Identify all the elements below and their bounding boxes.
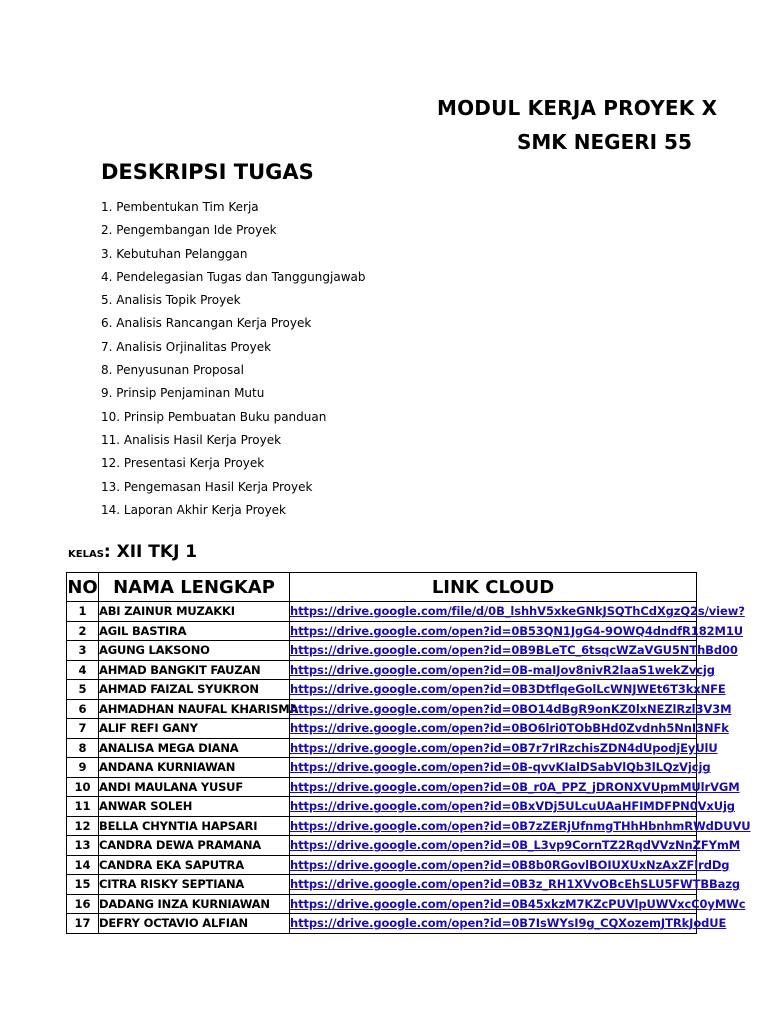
row-number: 1 <box>67 602 99 622</box>
row-number: 7 <box>67 719 99 739</box>
task-item: 3. Kebutuhan Pelanggan <box>101 246 248 261</box>
module-title: MODUL KERJA PROYEK X <box>437 96 718 120</box>
link-cell <box>290 894 746 914</box>
cloud-link[interactable]: https://drive.google.com/open?id=0B_L3vp9CornTZ2RqdVVzNnZFYmM <box>290 838 741 853</box>
student-name: ANALISA MEGA DIANA <box>99 738 290 758</box>
cloud-link[interactable]: https://drive.google.com/open?id=0B9BLeTC_6tsqcWZaVGU5NThBd00 <box>290 643 738 658</box>
class-label: KELAS <box>68 549 104 560</box>
link-cell <box>290 719 729 739</box>
cloud-link[interactable]: https://drive.google.com/open?id=0B-qvvKIalDSabVlQb3lLQzVjcjg <box>290 760 711 775</box>
student-name: CANDRA DEWA PRAMANA <box>99 836 290 856</box>
link-cell <box>290 641 738 661</box>
student-name: AHMAD FAIZAL SYUKRON <box>99 680 290 700</box>
row-number: 3 <box>67 641 99 661</box>
table-row <box>67 836 697 856</box>
student-name: ANDI MAULANA YUSUF <box>99 777 290 797</box>
cloud-link[interactable]: https://drive.google.com/open?id=0BxVDj5ULcuUAaHFIMDFPN0VxUjg <box>290 799 735 814</box>
table-row <box>67 641 697 661</box>
student-name: AHMADHAN NAUFAL KHARISMA <box>99 699 290 719</box>
header-no: NO <box>67 573 99 602</box>
student-name: CITRA RISKY SEPTIANA <box>99 875 290 895</box>
task-item: 14. Laporan Akhir Kerja Proyek <box>101 502 287 517</box>
cloud-link[interactable]: https://drive.google.com/open?id=0BO6lri0TObBHd0Zvdnh5NnI3NFk <box>290 721 729 736</box>
table-row <box>67 894 697 914</box>
table-row <box>67 660 697 680</box>
cloud-link[interactable]: https://drive.google.com/open?id=0B7r7rIRzchisZDN4dUpodjEyUlU <box>290 740 718 755</box>
student-name: ANDANA KURNIAWAN <box>99 758 290 778</box>
row-number: 10 <box>67 777 99 797</box>
row-number: 6 <box>67 699 99 719</box>
student-name: DADANG INZA KURNIAWAN <box>99 894 290 914</box>
link-cell <box>290 602 745 622</box>
link-cell <box>290 875 741 895</box>
table-row <box>67 875 697 895</box>
link-cell <box>290 680 726 700</box>
task-item: 2. Pengembangan Ide Proyek <box>101 223 277 238</box>
table-row <box>67 602 697 622</box>
student-name: ALIF REFI GANY <box>99 719 290 739</box>
cloud-link[interactable]: https://drive.google.com/open?id=0B8b0RGovlBOIUXUxNzAxZFlrdDg <box>290 857 730 872</box>
link-cell <box>290 777 740 797</box>
row-number: 14 <box>67 855 99 875</box>
link-cell <box>290 836 741 856</box>
task-item: 6. Analisis Rancangan Kerja Proyek <box>101 316 312 331</box>
student-name: AHMAD BANGKIT FAUZAN <box>99 660 290 680</box>
row-number: 16 <box>67 894 99 914</box>
school-name: SMK NEGERI 55 <box>517 130 692 154</box>
row-number: 12 <box>67 816 99 836</box>
row-number: 5 <box>67 680 99 700</box>
class-value: : XII TKJ 1 <box>103 542 198 562</box>
cloud-link[interactable]: https://drive.google.com/open?id=0B3DtflqeGolLcWNJWEt6T3kxNFE <box>290 682 726 697</box>
link-cell <box>290 855 730 875</box>
task-item: 11. Analisis Hasil Kerja Proyek <box>101 432 282 447</box>
task-item: 9. Prinsip Penjaminan Mutu <box>101 386 265 401</box>
row-number: 17 <box>67 914 99 934</box>
row-number: 13 <box>67 836 99 856</box>
student-name: BELLA CHYNTIA HAPSARI <box>99 816 290 836</box>
cloud-link[interactable]: https://drive.google.com/open?id=0BO14dBgR9onKZ0lxNEZlRzl3V3M <box>290 701 732 716</box>
link-cell <box>290 738 718 758</box>
cloud-link[interactable]: https://drive.google.com/file/d/0B_lshhV5xkeGNkJSQThCdXgzQ2s/view? <box>290 604 745 619</box>
link-cell <box>290 797 735 817</box>
link-cell <box>290 699 732 719</box>
row-number: 9 <box>67 758 99 778</box>
row-number: 4 <box>67 660 99 680</box>
table-row <box>67 680 697 700</box>
task-item: 13. Pengemasan Hasil Kerja Proyek <box>101 479 313 494</box>
task-item: 10. Prinsip Pembuatan Buku panduan <box>101 409 327 424</box>
link-cell <box>290 758 711 778</box>
cloud-link[interactable]: https://drive.google.com/open?id=0B-maIJov8nivR2laaS1wekZvcjg <box>290 662 715 677</box>
table-row <box>67 855 697 875</box>
table-row <box>67 914 697 934</box>
cloud-link[interactable]: https://drive.google.com/open?id=0B_r0A_PPZ_jDRONXVUpmMUlrVGM <box>290 779 740 794</box>
task-item: 8. Penyusunan Proposal <box>101 363 244 378</box>
student-name: AGIL BASTIRA <box>99 621 290 641</box>
student-name: ANWAR SOLEH <box>99 797 290 817</box>
row-number: 2 <box>67 621 99 641</box>
link-cell <box>290 621 743 641</box>
cloud-link[interactable]: https://drive.google.com/open?id=0B7zZERjUfnmgTHhHbnhmRWdDUVU <box>290 818 751 833</box>
table-row <box>67 621 697 641</box>
table-row <box>67 777 697 797</box>
table-row <box>67 738 697 758</box>
student-name: ABI ZAINUR MUZAKKI <box>99 602 290 622</box>
row-number: 11 <box>67 797 99 817</box>
cloud-link[interactable]: https://drive.google.com/open?id=0B3z_RH1XVvOBcEhSLU5FWTBBazg <box>290 877 741 892</box>
task-item: 4. Pendelegasian Tugas dan Tanggungjawab <box>101 269 366 284</box>
link-cell <box>290 816 751 836</box>
link-cell <box>290 914 727 934</box>
table-row <box>67 816 697 836</box>
table-row <box>67 758 697 778</box>
row-number: 8 <box>67 738 99 758</box>
task-item: 1. Pembentukan Tim Kerja <box>101 200 259 214</box>
student-name: DEFRY OCTAVIO ALFIAN <box>99 914 290 934</box>
table-row <box>67 797 697 817</box>
task-item: 12. Presentasi Kerja Proyek <box>101 456 265 471</box>
table-row <box>67 699 697 719</box>
link-cell <box>290 660 715 680</box>
task-list <box>101 196 366 522</box>
task-item: 7. Analisis Orjinalitas Proyek <box>101 339 272 354</box>
header-link: LINK CLOUD <box>290 573 697 602</box>
student-table <box>66 572 751 934</box>
class-info <box>68 542 197 562</box>
student-name: CANDRA EKA SAPUTRA <box>99 855 290 875</box>
section-heading: DESKRIPSI TUGAS <box>101 160 314 184</box>
student-name: AGUNG LAKSONO <box>99 641 290 661</box>
table-row <box>67 719 697 739</box>
cloud-link[interactable]: https://drive.google.com/open?id=0B53QN1JgG4-9OWQ4dndfR182M1U <box>290 623 743 638</box>
task-item: 5. Analisis Topik Proyek <box>101 293 241 308</box>
cloud-link[interactable]: https://drive.google.com/open?id=0B7IsWYsI9g_CQXozemJTRkJodUE <box>290 916 727 931</box>
table-header-row <box>67 573 697 602</box>
cloud-link[interactable]: https://drive.google.com/open?id=0B45xkzM7KZcPUVlpUWVxcC0yMWc <box>290 896 746 911</box>
row-number: 15 <box>67 875 99 895</box>
header-name: NAMA LENGKAP <box>99 573 290 602</box>
